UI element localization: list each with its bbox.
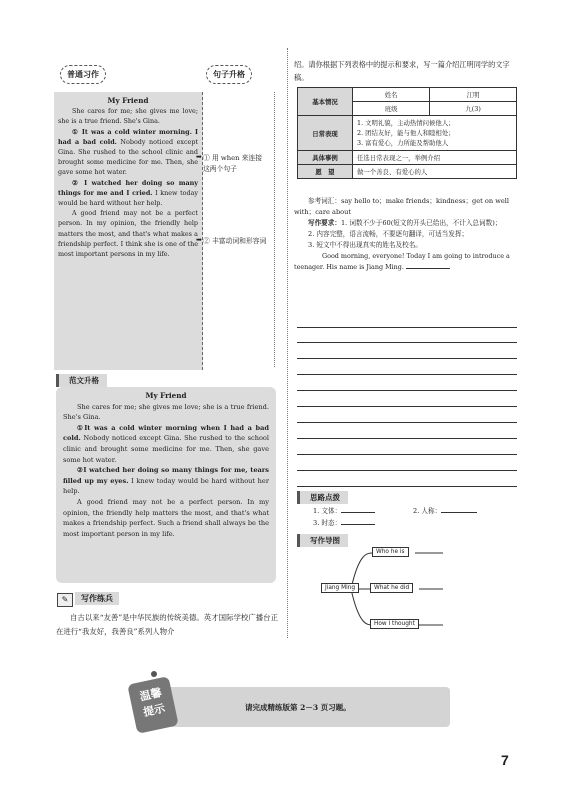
writing-line[interactable] [297, 327, 517, 328]
writing-line[interactable] [297, 390, 517, 391]
class-value: 九(3) [430, 102, 517, 116]
tip-when: ① 用 when 来连接这两个句子 [203, 154, 263, 173]
hope-value: 做一个善良、有爱心的人 [353, 165, 517, 179]
essay-p4: A good friend may not be a perfect person. In my opinion, the friendly help matters the most, and that's what makes a friendship perfect. I think she is one of the most important persons in my life. [58, 209, 198, 259]
tag-original-essay: 普通习作 [60, 65, 106, 84]
tip-verbs: ② 丰富动词和形容词 [203, 237, 267, 245]
map-branch-how: How I thought [370, 619, 419, 629]
writing-line[interactable] [297, 342, 517, 343]
upgrade-p2: ①It was a cold winter morning when I had a bad cold. Nobody noticed except Gina. She rushed to the school clinic and brought some medicine for me. Then, she gave some hot water. [63, 423, 269, 464]
essay-p2: ① It was a cold winter morning. I had a bad cold. Nobody noticed except Gina. She rushed to the school clinic and brought some medicine for me. Then, she gave some hot water. [58, 127, 198, 177]
pencil-icon: ✎ [57, 593, 73, 607]
writing-line[interactable] [297, 374, 517, 375]
tips-divider [274, 92, 275, 367]
vocab: 参考词汇：say hello to；make friends；kindness；get on well with；care about [294, 197, 510, 216]
basic-label: 基本情况 [298, 88, 353, 116]
tip-arrow-1: ➡ [196, 153, 202, 161]
requirements [294, 196, 520, 273]
daily-label: 日常表现 [298, 116, 353, 151]
example-label: 具体事例 [298, 151, 353, 165]
info-table [297, 87, 517, 179]
section-mind-map: 写作导图 [297, 534, 348, 547]
map-center: Jiang Ming [321, 583, 359, 593]
essay-p3: ② I watched her doing so many things for me and I cried. I knew today would be hard without her help. [58, 178, 198, 208]
section-upgrade: 范文升格 [56, 374, 107, 387]
opening-sentence: Good morning, everyone! Today I am going to introduce a teenager. His name is Jiang Ming. [294, 252, 510, 271]
upgrade-essay-box [56, 387, 276, 583]
pin-icon [151, 671, 157, 677]
map-branch-what: What he did [370, 583, 413, 593]
writing-line[interactable] [297, 358, 517, 359]
essay-p1: She cares for me; she gives me love; she is a true friend. She's Gina. [58, 107, 198, 126]
section-practice: 写作练兵 [75, 592, 119, 605]
name-value: 江明 [430, 88, 517, 102]
essay-title: My Friend [107, 96, 149, 105]
upgrade-p3: ②I watched her doing so many things for me, tears filled up my eyes. I knew today would be hard without her help. [63, 466, 269, 496]
req-title-line: 写作要求：1. 词数不少于60(短文的开头已给出，不计入总词数)； [308, 219, 502, 227]
section-analysis: 思路点拨 [297, 491, 348, 504]
upgrade-title: My Friend [145, 391, 187, 400]
upgrade-p1: She cares for me; she gives me love; she is a true friend. She's Gina. [63, 402, 269, 422]
task-intro: 绍。请你根据下列表格中的提示和要求，写一篇介绍江明同学的文字稿。 [294, 60, 510, 82]
example-value: 任选日常表现之一，举例介绍 [353, 151, 517, 165]
practice-text: 自古以来“友善”是中华民族的传统美德。英才国际学校广播台正在进行“我友好，我善良”系列人物介 [56, 613, 278, 636]
column-divider [287, 48, 288, 638]
writing-line[interactable] [297, 422, 517, 423]
map-branch-who: Who he is [372, 547, 409, 557]
writing-line[interactable] [297, 406, 517, 407]
name-label: 姓名 [353, 88, 430, 102]
writing-line[interactable] [297, 454, 517, 455]
hope-label: 愿 望 [298, 165, 353, 179]
writing-line[interactable] [297, 438, 517, 439]
footer-note: 请完成精练版第 2－3 页习题。 [245, 703, 351, 712]
upgrade-p4: A good friend may not be a perfect person. In my opinion, the friendly help matters the most, and that's what makes a friendship perfect. Such a friend shall always be the most important person in my life. [63, 497, 269, 538]
writing-line[interactable] [297, 470, 517, 471]
tag-sentence-upgrade: 句子升格 [206, 65, 252, 84]
analysis-items: 1. 文体： 2. 人称： 3. 时态： [313, 506, 523, 529]
req-2: 2. 内容完整，语言流畅，不要逐句翻译，可适当发挥； [308, 230, 469, 238]
writing-line[interactable] [297, 486, 517, 487]
original-essay-box [54, 92, 203, 370]
req-3: 3. 短文中不得出现真实的姓名及校名。 [308, 241, 422, 249]
tip-badge: 温馨 提示 [127, 676, 178, 734]
daily-items: 1. 文明礼貌，主动热情问候他人； 2. 团结友好，能与他人和睦相处； 3. 富有爱心，力所能及帮助他人 [353, 116, 517, 151]
page-number: 7 [501, 752, 509, 768]
tip-arrow-2: ➡ [196, 236, 202, 244]
class-label: 班级 [353, 102, 430, 116]
